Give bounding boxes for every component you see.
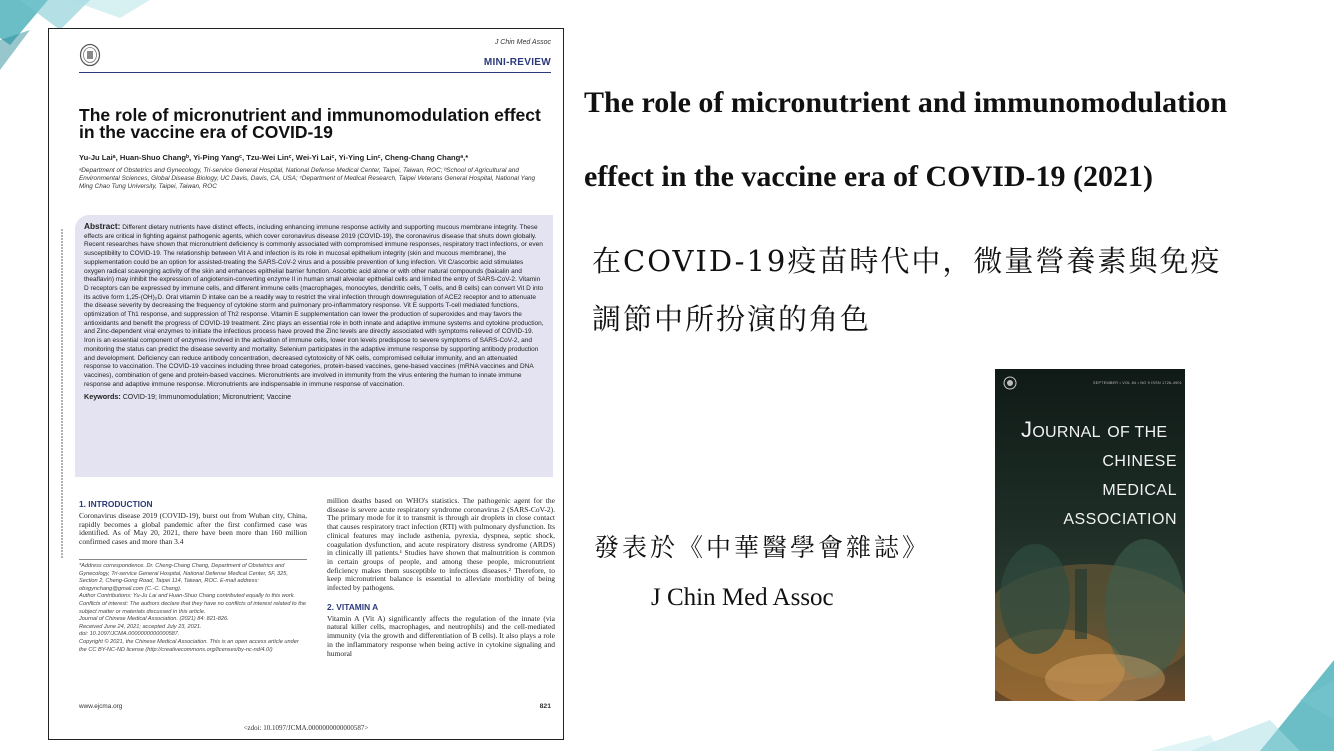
journal-abbrev: J Chin Med Assoc xyxy=(494,39,551,46)
cover-title-line-1 xyxy=(1021,417,1167,443)
footnote: Author Contributions: Yu-Ju Lai and Huan-Shuo Chang contributed equally to this work. xyxy=(79,593,296,600)
english-title-line-2: effect in the vaccine era of COVID-19 (2021) xyxy=(584,160,1153,193)
col2-text: million deaths based on WHO's statistics. The pathogenic agent for the disease is severe acute respiratory syndrome coronavirus 2 (SARS-CoV-2). The primary mode for it to transmit is through air droplets in close contact that causes respiratory tract infection (RTI) with pulmonary dysfunction. Its clinical features may include asthenia, pyrexia, dyspnea, septic shock, coagulation dysfunction, and acute respiratory distress syndrome (ARDS) in clinically ill patients.¹ Studies have shown that malnutrition is common in certain groups of people, and among these people, micronutrient deficiency makes them susceptible to infectious diseases.² Therefore, to keep micronutrient balance is essential to alleviate morbidity of being infected by pathogens. xyxy=(327,496,555,593)
side-download-strip xyxy=(59,229,65,559)
footnote: *Address correspondence. Dr. Cheng-Chang Chang, Department of Obstetrics and Gynecology, Tri-service General Hospital, National Defense Medical Center, 5F, 325, Section 2, Cheng-Gong Road, Taipei 114, Taiwan, ROC. E-mail address: obsgynchang@gmail.com (C.-C. Chang). xyxy=(79,563,288,592)
cover-title-of-the: OF THE xyxy=(1107,424,1168,441)
footer-page-number: 821 xyxy=(539,703,551,710)
footnote: Journal of Chinese Medical Association. (2021) 84: 821-826. xyxy=(79,616,229,623)
article-type: MINI-REVIEW xyxy=(483,57,551,68)
keywords-label: Keywords: xyxy=(84,392,121,402)
cover-title-line-3: MEDICAL xyxy=(1102,482,1177,499)
footnote: doi: 10.1097/JCMA.0000000000000587. xyxy=(79,631,180,638)
cma-seal-icon xyxy=(79,43,101,67)
article-title: The role of micronutrient and immunomodulation effect in the vaccine era of COVID-19 xyxy=(79,105,541,142)
journal-cover xyxy=(995,369,1185,701)
intro-text: Coronavirus disease 2019 (COVID-19), burst out from Wuhan city, China, rapidly becomes a global pandemic after the first confirmed case was identified. As of May 20, 2021, there have been more than 160 million confirmed cases and more than 3.4 xyxy=(79,511,307,547)
english-title xyxy=(584,66,1314,214)
footnote: Received June 24, 2021; accepted July 23, 2021. xyxy=(79,623,202,630)
keywords-text: COVID-19; Immunomodulation; Micronutrient; Vaccine xyxy=(122,394,292,402)
intro-heading: 1. INTRODUCTION xyxy=(79,499,153,509)
article-authors: Yu-Ju Laiᵃ, Huan-Shuo Changᵇ, Yi-Ping Yangᶜ, Tzu-Wei Linᶜ, Wei-Yi Laiᶜ, Yi-Ying Linᶜ, Cheng-Chang Changᵃ,* xyxy=(79,153,469,162)
footer-website: www.ejcma.org xyxy=(79,703,123,710)
header-rule xyxy=(79,72,551,73)
article-first-page xyxy=(48,28,564,740)
cover-title-line-2: CHINESE xyxy=(1102,453,1177,470)
english-journal-name: J Chin Med Assoc xyxy=(651,584,834,611)
chinese-title-line-2: 調節中所扮演的角色 xyxy=(592,302,872,336)
abstract-label: Abstract: xyxy=(84,221,121,231)
column-right xyxy=(327,497,555,658)
english-title-line-1: The role of micronutrient and immunomodulation xyxy=(584,86,1228,119)
abstract-box xyxy=(75,215,553,477)
abstract-text: Different dietary nutrients have distinct effects, including enhancing immune response activity and supporting mucous membrane integrity. These effects are critical in fighting against pathogenic agents, which cover coronavirus disease 2019 (COVID-19), the coronavirus disease that shuts down globally. Recent researches have shown that micronutrient deficiency is commonly associated with compromised immune responses, respiratory tract infections, or even susceptibility to COVID-19. The relationship between Vit A and infection is its role in mucosal epithelium integrity (skin and mucous membrane), the supplementation could be an option for assisted-treating the SARS-CoV-2 virus and a possible prevention of lung infection. Vit C/ascorbic acid stimulates oxygen radical scavenging activity of the skin and enhances epithelial barrier function. Ascorbic acid alone or with other natural compounds (baicalin and theaflavin) may inhibit the expression of angiotensin-converting enzyme II in human small alveolar epithelial cells and limited the entry of SARS-CoV-2. Vitamin D receptors can be expressed by immune cells, and different immune cells (macrophages, monocytes, dendritic cells, T cells, and B cells) can convert Vit D into its active form 1,25-(OH)₂D. Oral vitamin D intake can be a readily way to restrict the viral infection through downregulation of ACE2 receptor and to attenuate the disease severity by decreasing the frequency of cytokine storm and pulmonary pro-inflammatory response. Vit E supports T-cell mediated functions, optimization of Th1 response, and suppression of Th2 response. Vitamin E supplementation can lower the production of superoxides and may favors the antioxidants and benefit the progress of COVID-19 treatment. Zinc plays an essential role in both innate and adaptive immune systems and cytokine production, and Zinc-dependent viral enzymes to initiate the infectious process have proved the Zinc levels are directly associated with symptoms relieved of COVID-19. Iron is an essential component of enzymes involved in the activation of immune cells, lower iron levels predispose to severe symptoms of SARS-CoV-2, and monitoring the status can predict the disease severity and mortality. Selenium participates in the adaptive immune response by supporting antibody production and development. Deficiency can reduce antibody concentration, decreased cytotoxicity of NK cells, compromised cellular immunity, and an attenuated response to vaccination. The COVID-19 vaccines including three broad categories, protein-based vaccines, gene-based vaccines (mRNA vaccines and DNA vaccines), combination of gene and protein-based vaccines. Micronutrients are involved in immunity from the virus entering the human to innate immune response and adaptive immune response. Micronutrients are indispensable in immune response of vaccination. xyxy=(84,224,544,388)
footnotes xyxy=(79,559,307,654)
article-affiliations: ᵃDepartment of Obstetrics and Gynecology, Tri-service General Hospital, National Defense Medical Center, Taipei, Taiwan, ROC; ᵇSchool of Agricultural and Environmental Sciences, Global Disease Biology, UC Davis, Davis, CA, USA; ᶜDepartment of Medical Research, Taipei Veterans General Hospital, National Yang Ming Chao Tung University, Taipei, Taiwan, ROC xyxy=(79,167,536,190)
column-left xyxy=(79,499,307,547)
footer-doi: <zdoi: 10.1097/JCMA.0000000000000587> xyxy=(243,724,369,732)
footnote: Conflicts of interest: The authors declare that they have no conflicts of interest related to the subject matter or materials discussed in this article. xyxy=(79,600,306,615)
cover-title-ournal: OURNAL xyxy=(1032,424,1101,441)
cover-title-initial: J xyxy=(1021,417,1033,442)
keywords-line xyxy=(84,393,544,403)
vitamin-a-text: Vitamin A (Vit A) significantly affects the regulation of the innate (via natural killer cells, macrophages, and neutrophils) and the cell-mediated immunity (via the growth and differentiation of B cells). It also plays a role in the inflammatory response when being active in cytokine signaling and humoral xyxy=(327,613,555,658)
chinese-title-line-1: 在COVID-19疫苗時代中，微量營養素與免疫 xyxy=(592,244,1222,278)
footnote: Copyright © 2021, the Chinese Medical Association. This is an open access article under the CC BY-NC-ND license (http://creativecommons.org/licenses/by-nc-nd/4.0/) xyxy=(79,638,299,653)
chinese-publication-note: 發表於《中華醫學會雜誌》 xyxy=(594,533,931,562)
cover-title-line-4: ASSOCIATION xyxy=(1063,511,1177,528)
chinese-title xyxy=(592,232,1252,348)
cover-issue-meta: SEPTEMBER • VOL 84 • NO 9 ISSN 1726-4901 xyxy=(1093,381,1183,385)
cover-seal-icon xyxy=(1003,376,1017,390)
vitamin-a-heading: 2. VITAMIN A xyxy=(327,601,379,612)
